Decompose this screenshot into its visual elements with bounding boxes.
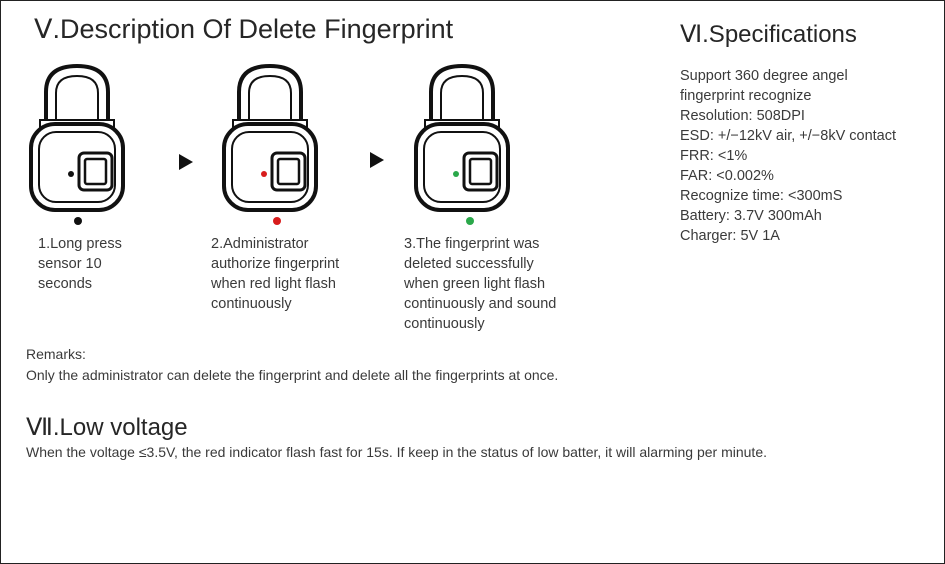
spec-item: FRR: <1% [680,148,748,164]
step-2-text: 2.Administrator authorize fingerprint when red light flash continuously [211,236,340,312]
spec-item: FAR: <0.002% [680,168,774,184]
arrow-right-icon [370,152,384,168]
indicator-light-icon [261,171,267,177]
padlock-icon [411,60,513,212]
low-voltage-title: Ⅶ.Low voltage [26,414,188,441]
spec-item: ESD: +/−12kV air, +/−8kV contact [680,128,897,144]
remarks-text: Only the administrator can delete the fingerprint and delete all the fingerprints at once. [26,367,559,383]
padlock-icon [26,60,128,212]
spec-item: Recognize time: <300mS [680,188,843,204]
spec-item: Resolution: 508DPI [680,108,805,124]
spec-item: Support 360 degree angel [680,68,848,84]
low-voltage-text: When the voltage ≤3.5V, the red indicator flash fast for 15s. If keep in the status of low batter, it will alarming per minute. [26,444,768,460]
spec-item: Charger: 5V 1A [680,228,780,244]
step-3-text: 3.The fingerprint was deleted successfully when green light flash continuously and sound continuously [404,236,557,332]
indicator-light-icon [453,171,459,177]
specifications-list [680,66,896,246]
delete-fingerprint-title: Ⅴ.Description Of Delete Fingerprint [34,14,454,44]
spec-item: Battery: 3.7V 300mAh [680,208,822,224]
indicator-light-icon [68,171,74,177]
padlock-icon [219,60,321,212]
green-light-indicator [466,217,474,225]
spec-item: fingerprint recognize [680,88,812,104]
arrow-right-icon [179,154,193,170]
specifications-title: Ⅵ.Specifications [680,21,857,48]
red-light-indicator [273,217,281,225]
black-light-indicator [74,217,82,225]
remarks-label: Remarks: [26,346,86,362]
step-1-text: 1.Long press sensor 10 seconds [38,236,122,292]
